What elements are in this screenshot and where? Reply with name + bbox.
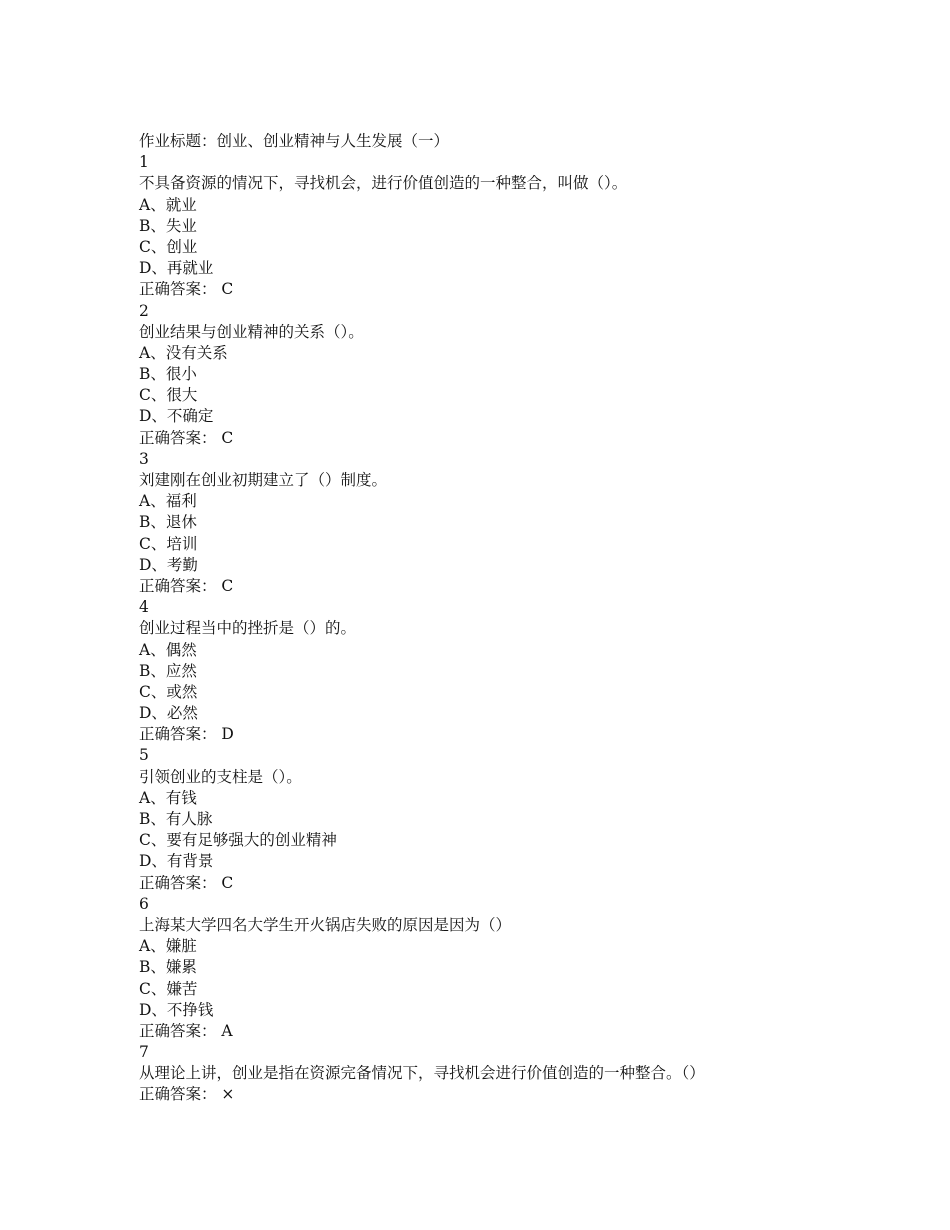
correct-answer: 正确答案： C xyxy=(139,428,234,447)
question-number: 5 xyxy=(139,746,149,765)
option-d: D、有背景 xyxy=(139,852,214,871)
correct-answer: 正确答案： A xyxy=(139,1021,233,1040)
document-title: 作业标题：创业、创业精神与人生发展（一） xyxy=(139,132,450,150)
correct-answer: 正确答案： C xyxy=(139,280,234,299)
option-d: D、考勤 xyxy=(139,555,198,574)
question-stem: 创业过程当中的挫折是（）的。 xyxy=(139,619,357,638)
option-b: B、退休 xyxy=(139,513,197,532)
question-stem: 上海某大学四名大学生开火锅店失败的原因是因为（） xyxy=(139,915,512,934)
option-b: B、失业 xyxy=(139,216,197,235)
option-c: C、嫌苦 xyxy=(139,979,198,998)
question-number: 1 xyxy=(139,153,149,172)
option-c: C、很大 xyxy=(139,386,198,405)
option-c: C、要有足够强大的创业精神 xyxy=(139,831,337,850)
question-number: 2 xyxy=(139,301,149,320)
correct-answer: 正确答案： C xyxy=(139,873,234,892)
option-d: D、不挣钱 xyxy=(139,1000,214,1019)
option-a: A、福利 xyxy=(139,492,197,511)
option-c: C、培训 xyxy=(139,534,198,553)
option-d: D、必然 xyxy=(139,704,198,723)
question-stem: 不具备资源的情况下，寻找机会，进行价值创造的一种整合，叫做（）。 xyxy=(139,174,628,193)
option-a: A、嫌脏 xyxy=(139,937,197,956)
option-d: D、再就业 xyxy=(139,259,214,278)
question-number: 6 xyxy=(139,894,149,913)
option-a: A、偶然 xyxy=(139,640,197,659)
question-stem: 创业结果与创业精神的关系（）。 xyxy=(139,322,364,341)
question-number: 7 xyxy=(139,1043,149,1062)
option-a: A、就业 xyxy=(139,195,197,214)
question-stem: 从理论上讲，创业是指在资源完备情况下，寻找机会进行价值创造的一种整合。（） xyxy=(139,1064,705,1083)
option-b: B、有人脉 xyxy=(139,810,213,828)
option-c: C、或然 xyxy=(139,682,198,701)
option-a: A、没有关系 xyxy=(139,343,228,362)
option-a: A、有钱 xyxy=(139,788,197,807)
option-d: D、不确定 xyxy=(139,407,214,426)
document-page xyxy=(139,131,919,1106)
question-stem: 引领创业的支柱是（）。 xyxy=(139,767,302,786)
correct-answer: 正确答案： × xyxy=(139,1085,235,1104)
option-b: B、应然 xyxy=(139,661,197,680)
option-c: C、创业 xyxy=(139,237,198,256)
question-number: 3 xyxy=(139,449,149,468)
question-number: 4 xyxy=(139,598,149,617)
question-stem: 刘建刚在创业初期建立了（）制度。 xyxy=(139,471,388,489)
correct-answer: 正确答案： C xyxy=(139,576,234,595)
option-b: B、嫌累 xyxy=(139,958,197,977)
option-b: B、很小 xyxy=(139,365,197,384)
correct-answer: 正确答案： D xyxy=(139,725,234,744)
